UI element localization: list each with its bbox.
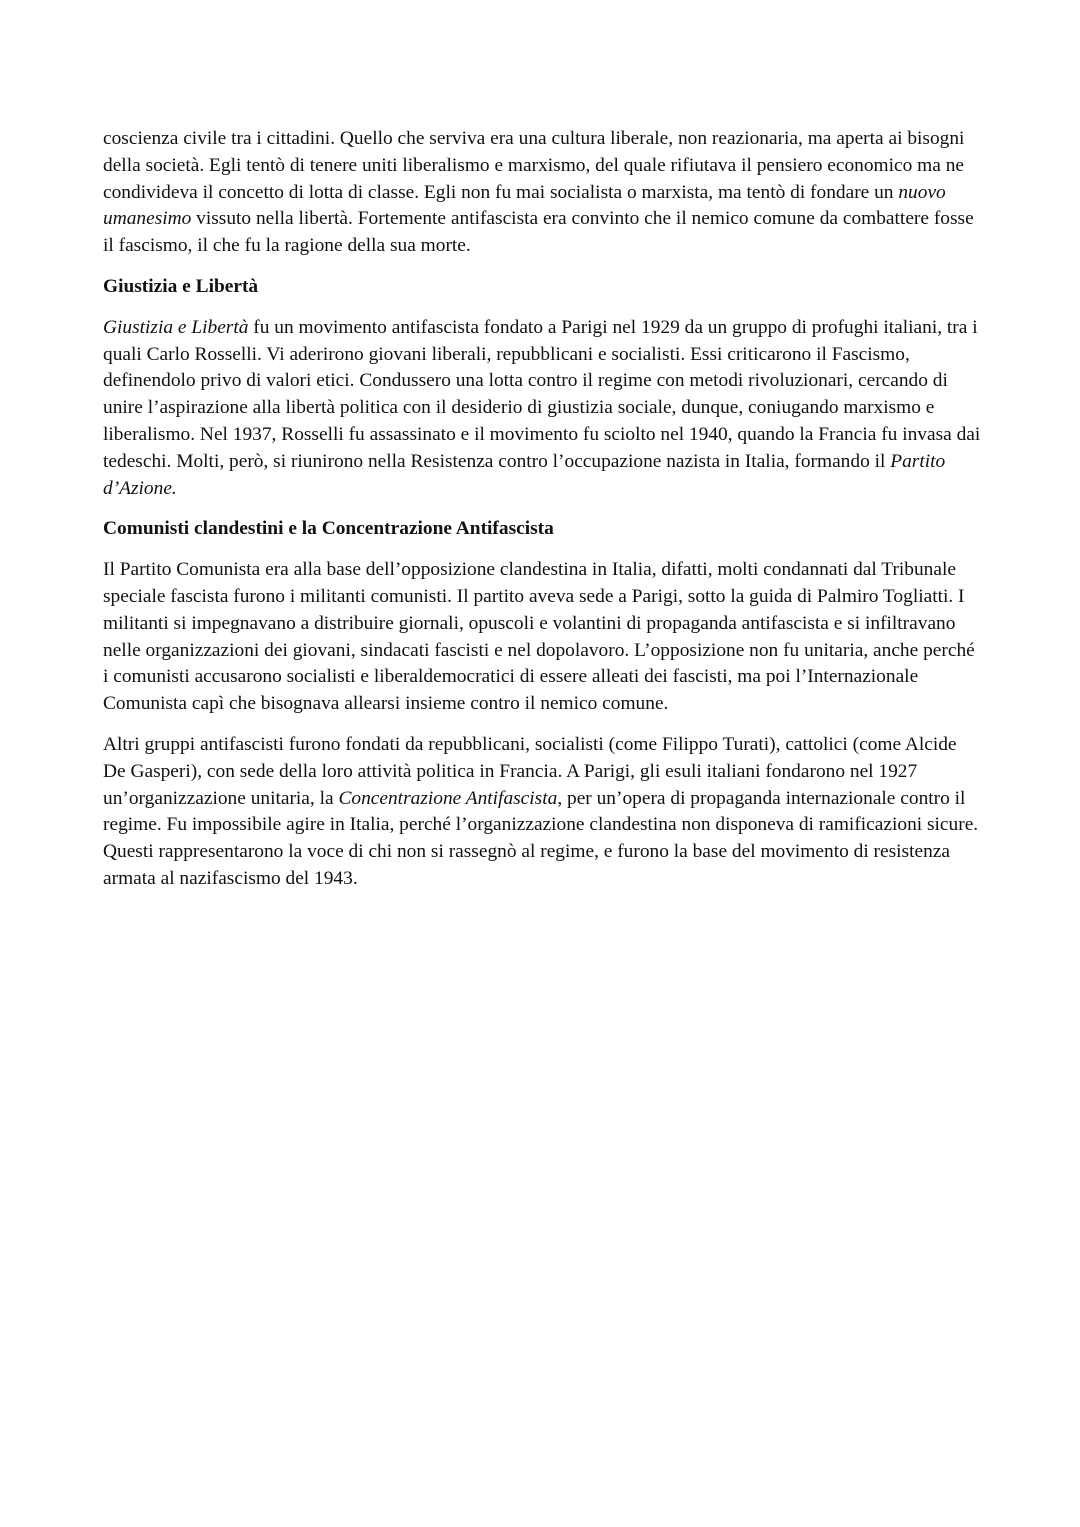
paragraph-rosselli-ideas [103,126,983,260]
section-heading-comunisti: Comunisti clandestini e la Concentrazione Antifascista [103,518,554,540]
paragraph-text: Altri gruppi antifascisti furono fondati da repubblicani, socialisti (come Filippo Turati), cattolici (come Alcide De Gasperi), con sede della loro attività politica in Francia. A Parigi, gli esuli italiani fondarono nel 1927 un’organizzazione unitaria, la [103,733,957,809]
document-page [103,126,983,907]
paragraph-altri-gruppi [103,732,983,893]
paragraph-text: fu un movimento antifascista fondato a Parigi nel 1929 da un gruppo di profughi italiani, tra i quali Carlo Rosselli. Vi aderirono giovani liberali, repubblicani e socialisti. Essi criticarono il Fascismo, definendolo privo di valori etici. Condussero una lotta contro il regime con metodi rivoluzionari, cercando di unire l’aspirazione alla libertà politica con il desiderio di giustizia sociale, dunque, coniugando marxismo e liberalismo. Nel 1937, Rosselli fu assassinato e il movimento fu sciolto nel 1940, quando la Francia fu invasa dai tedeschi. Molti, però, si riunirono nella Resistenza contro l’occupazione nazista in Italia, formando il [103,316,981,472]
italic-term: Giustizia e Libertà [103,316,249,338]
paragraph-text: coscienza civile tra i cittadini. Quello che serviva era una cultura liberale, non reazionaria, ma aperta ai bisogni della società. Egli tentò di tenere uniti liberalismo e marxismo, del quale rifiutava il pensiero economico ma ne condivideva il concetto di lotta di classe. Egli non fu mai socialista o marxista, ma tentò di fondare un [103,128,965,203]
paragraph-partito-comunista: Il Partito Comunista era alla base dell’opposizione clandestina in Italia, difatti, molti condannati dal Tribunale speciale fascista furono i militanti comunisti. Il partito aveva sede a Parigi, sotto la guida di Palmiro Togliatti. I militanti si impegnavano a distribuire giornali, opuscoli e volantini di propaganda antifascista e si infiltravano nelle organizzazioni dei giovani, sindacati fascisti e nel dopolavoro. L’opposizione non fu unitaria, anche perché i comunisti accusarono socialisti e liberaldemocratici di essere alleati dei fascisti, ma poi l’Internazionale Comunista capì che bisognava allearsi insieme contro il nemico comune. [103,559,975,715]
paragraph-text: vissuto nella libertà. Fortemente antifascista era convinto che il nemico comune da combattere fosse il fascismo, il che fu la ragione della sua morte. [103,208,974,257]
italic-term: nuovo umanesimo [103,181,946,230]
paragraph-text: , per un’opera di propaganda internazionale contro il regime. Fu impossibile agire in Italia, perché l’organizzazione clandestina non disponeva di ramificazioni sicure. Questi rappresentarono la voce di chi non si rassegnò al regime, e furono la base del movimento di resistenza armata al nazifascismo del 1943. [103,787,979,889]
section-heading-giustizia-liberta: Giustizia e Libertà [103,275,259,297]
paragraph-giustizia-liberta [103,315,983,503]
italic-term: Partito d’Azione. [103,450,946,499]
italic-term: Concentrazione Antifascista [338,787,558,809]
